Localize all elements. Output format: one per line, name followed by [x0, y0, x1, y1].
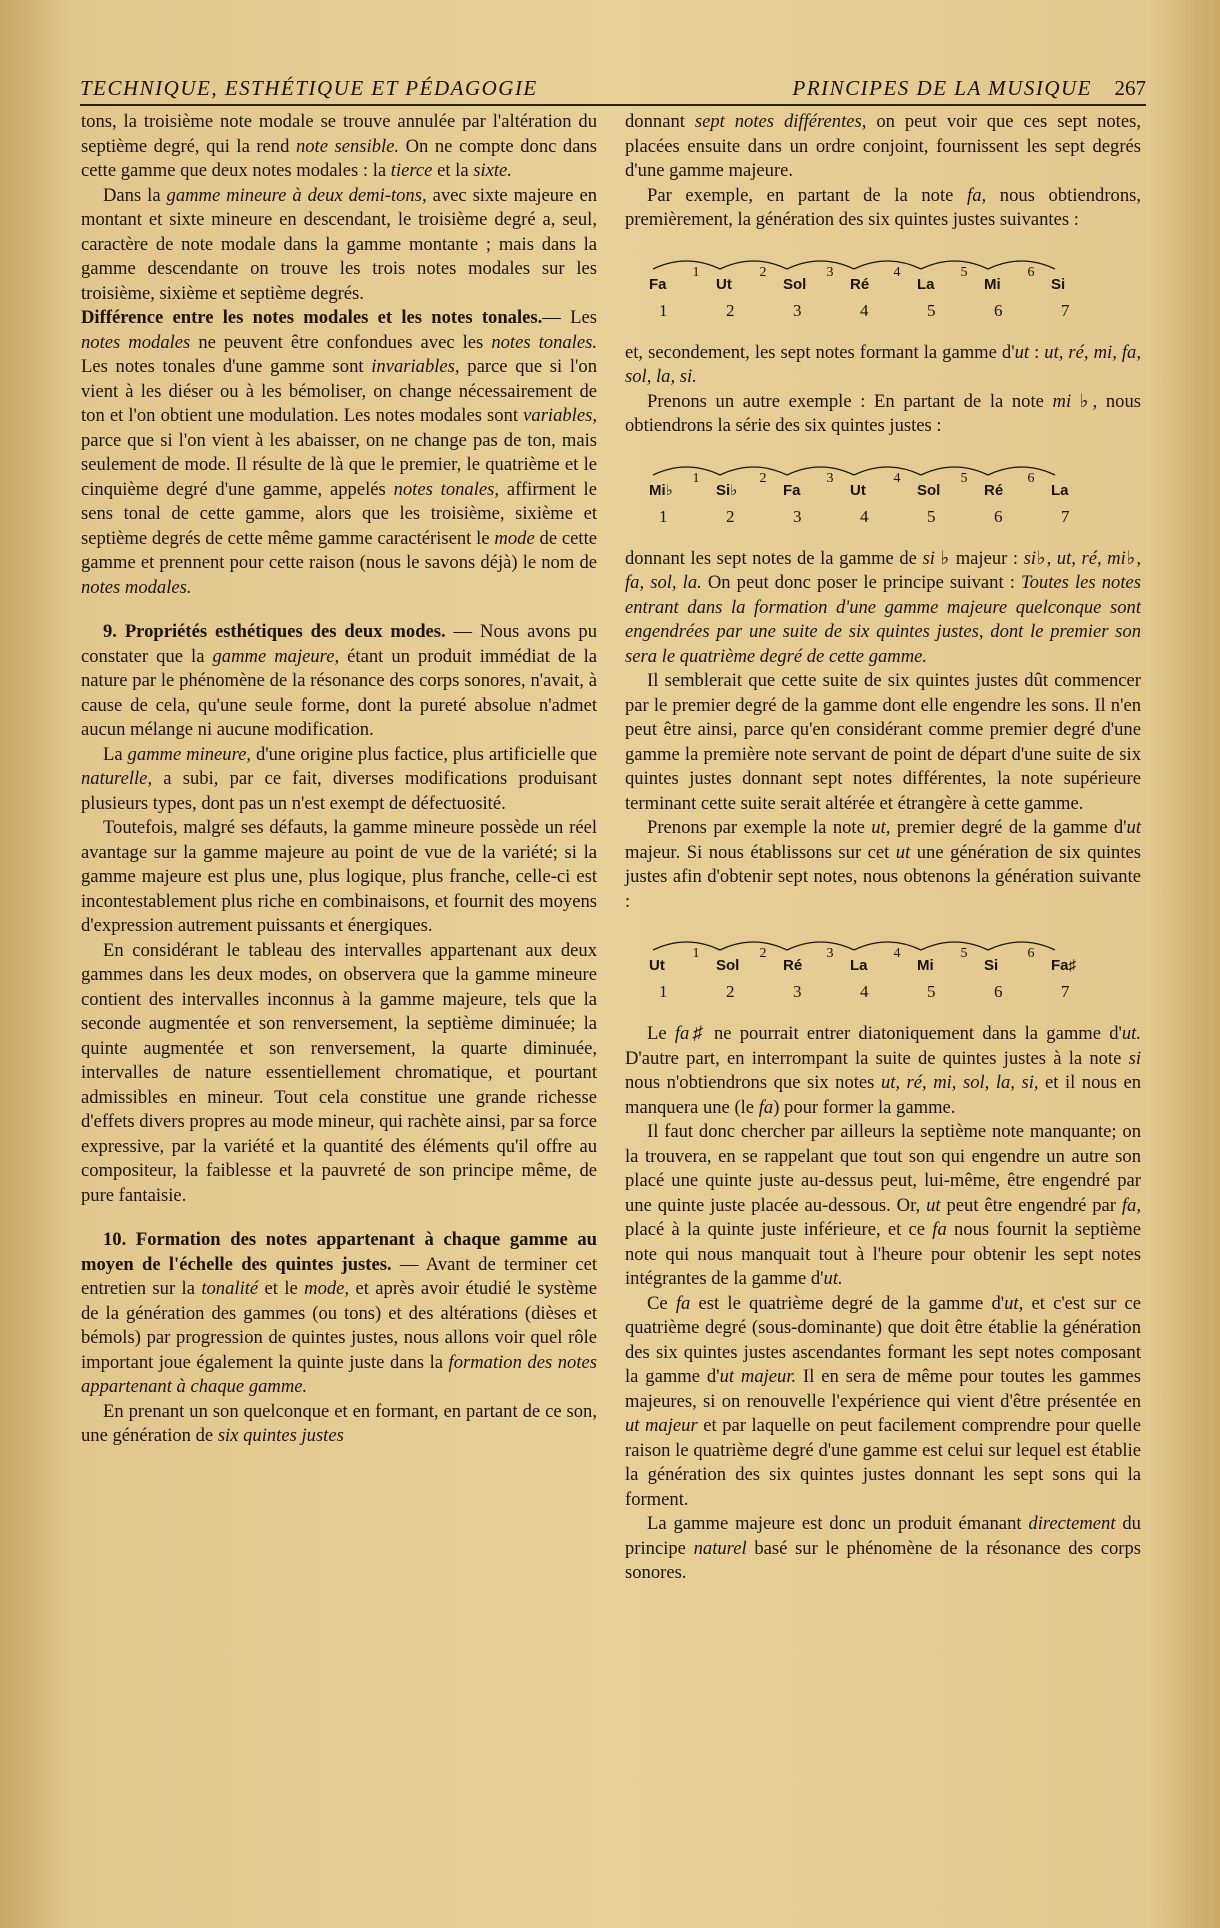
paragraph: tons, la troisième note modale se trouve annulée par l'altération du septième degré, qui la rend note sensible. On ne compte donc dans cette gamme que deux notes modales : la tierce et la sixte.: [81, 111, 597, 181]
scale-note: Ré: [984, 481, 1004, 499]
fifth-arc: [921, 261, 988, 269]
scale-note: Ré: [783, 957, 803, 974]
scale-note: Mi: [917, 957, 934, 974]
fifth-number: 4: [893, 264, 901, 280]
fifth-number: 6: [1027, 264, 1035, 280]
paragraph-modal-vs-tonal: Différence entre les notes modales et les notes tonales.— Les notes modales ne peuvent être confondues avec les notes tonales. Les notes tonales d'une gamme sont invariables, parce que si l'on vient à les diéser ou à les bémoliser, on change nécessairement de ton et l'on obtient une modulation. Les notes modales sont variables, parce que si l'on vient à les abaisser, on ne change pas de ton, mais seulement de mode. Il résulte de là que le premier, le quatrième et le cinquième degré d'une gamme, appelés notes tonales, affirment le sens tonal de cette gamme, alors que les troisième, sixième et septième degrés de cette même gamme caractérisent le mode de cette gamme et prennent pour cette raison (nous le savons déjà) le nom de notes modales.: [81, 307, 598, 598]
fifths-scale-ut: [625, 932, 1141, 1008]
paragraph: La gamme mineure, d'une origine plus factice, plus artificielle que naturelle, a subi, par ce fait, diverses modifications produisant plusieurs types, dont pas un n'est exempt de défectuosité.: [81, 743, 597, 814]
paragraph: Dans la gamme mineure à deux demi-tons, avec sixte majeure en montant et sixte mineure en descendant, le troisième degré a, seul, caractère de note modale dans la gamme montante ; mais dans la gamme descendante on trouve les trois notes modales sur les troisième, sixième et septième degrés.: [81, 184, 597, 304]
scale-note: Si♭: [716, 481, 738, 499]
scale-note: La: [917, 275, 935, 293]
scale-degree: 4: [860, 982, 869, 1001]
scale-degree: 6: [994, 300, 1003, 320]
scale-degree: 1: [659, 506, 668, 526]
paragraph: En prenant un son quelconque et en formant, en partant de ce son, une génération de six quintes justes: [81, 1400, 597, 1446]
paragraph: Prenons par exemple la note ut, premier degré de la gamme d'ut majeur. Si nous établissons sur cet ut une génération de six quintes justes afin d'obtenir sept notes, nous obtenons la génération suivante :: [625, 817, 1142, 912]
fifth-number: 6: [1027, 470, 1035, 486]
fifth-number: 5: [960, 470, 968, 486]
scale-degree: 7: [1061, 300, 1070, 320]
scale-degree: 3: [793, 982, 802, 1001]
fifth-number: 2: [759, 470, 767, 486]
fifth-arc: [921, 942, 988, 950]
fifth-number: 4: [893, 470, 901, 486]
fifth-arc: [854, 467, 921, 475]
fifth-number: 2: [759, 946, 767, 961]
scale-degree: 6: [994, 982, 1003, 1001]
paragraph: Ce fa est le quatrième degré de la gamme d'ut, et c'est sur ce quatrième degré (sous-dominante) que doit être établie la génération des six quintes justes ascendantes formant les sept notes composant la gamme d'ut majeur. Il en sera de même pour toutes les gammes majeures, si on renouvelle l'expérience qui vient d'être présentée en ut majeur et par laquelle on peut facilement comprendre pour quelle raison le quatrième degré d'une gamme est celui sur lequel est établie la génération des six quintes justes donnant les sept sons qui la forment.: [625, 1292, 1142, 1510]
fifth-arc: [653, 942, 720, 950]
scale-degree: 2: [726, 982, 735, 1001]
scale-degree: 5: [927, 300, 936, 320]
scale-note: Sol: [716, 957, 740, 974]
fifth-arc: [988, 467, 1055, 475]
scale-degree: 3: [793, 300, 802, 320]
fifth-arc: [787, 261, 854, 269]
scale-note: La: [850, 957, 868, 974]
scale-note: Si: [984, 957, 999, 974]
scale-degree: 2: [726, 300, 735, 320]
header-left-title: TECHNIQUE, ESTHÉTIQUE ET PÉDAGOGIE: [80, 76, 538, 100]
scale-degree: 5: [927, 982, 936, 1001]
scale-note: Mi: [984, 275, 1001, 293]
paragraph: Il semblerait que cette suite de six quintes justes dût commencer par le premier degré de la gamme dont elle engendre les sons. Il n'en peut être ainsi, parce qu'en considérant comme premier degré d'une gamme la première note servant de point de départ d'une suite de six quintes justes donnant sept notes différentes, la note supérieure terminant cette suite serait altérée et étrangère à cette gamme.: [625, 670, 1141, 814]
scale-degree: 1: [659, 982, 668, 1001]
paragraph: En considérant le tableau des intervalles appartenant aux deux gammes dans les deux modes, on observera que la gamme mineure contient des intervalles inconnus à la gamme majeure, tels que la seconde augmentée et son renversement, la septième diminuée; la quinte augmentée et son renversement, la quarte diminuée, intervalles de nature essentiellement chromatique, et pourtant admissibles en mineur. Tout cela constitue une grande richesse d'effets divers propres au mode mineur, qui rachète ainsi, par sa force expressive, par la variété et la quantité des éléments qu'il offre au compositeur, la faiblesse et la pauvreté de son principe même, de pure fantaisie.: [81, 939, 597, 1206]
left-column: [81, 110, 597, 1449]
scale-degree: 4: [860, 506, 869, 526]
scale-note: Ut: [649, 957, 665, 974]
scale-degree: 2: [726, 506, 735, 526]
fifth-number: 6: [1027, 946, 1035, 961]
fifth-number: 1: [692, 264, 700, 280]
scale-degree: 4: [860, 300, 869, 320]
scale-note: Sol: [783, 275, 807, 293]
paragraph: Par exemple, en partant de la note fa, nous obtiendrons, premièrement, la génération des six quintes justes suivantes :: [625, 184, 1141, 230]
paragraph: Toutefois, malgré ses défauts, la gamme mineure possède un réel avantage sur la gamme majeure au point de vue de la variété; si la gamme majeure est plus une, plus logique, plus franche, celle-ci est incontestablement plus riche en combinaisons, et fournit des moyens d'expression autrement puissants et énergiques.: [81, 817, 597, 936]
scale-degree: 5: [927, 506, 936, 526]
fifth-arc: [988, 261, 1055, 269]
paragraph: donnant les sept notes de la gamme de si ♭ majeur : si♭, ut, ré, mi♭, fa, sol, la. On peut donc poser le principe suivant : Toutes les notes entrant dans la formation d'une gamme majeure quelconque sont engendrées par une suite de six quintes justes, dont le premier son sera le quatrième degré de cette gamme.: [625, 547, 1142, 667]
fifth-number: 5: [960, 946, 968, 961]
running-header: [80, 74, 1146, 106]
scale-degree: 7: [1061, 506, 1070, 526]
fifth-arc: [787, 942, 854, 950]
scale-note: La: [1051, 481, 1069, 499]
fifth-number: 4: [893, 946, 901, 961]
section-10-paragraph: 10. Formation des notes appartenant à chaque gamme au moyen de l'échelle des quintes justes. — Avant de terminer cet entretien sur la tonalité et le mode, et après avoir étudié le système de la génération des gammes (ou tons) et des altérations (dièses et bémols) par progression de quintes justes, nous allons voir quel rôle important joue également la quinte juste dans la formation des notes appartenant à chaque gamme.: [81, 1229, 597, 1397]
fifth-arc: [720, 467, 787, 475]
fifth-arc: [653, 467, 720, 475]
fifth-arc: [653, 261, 720, 269]
fifth-arc: [921, 467, 988, 475]
paragraph: Prenons un autre exemple : En partant de la note mi ♭, nous obtiendrons la série des six quintes justes :: [625, 390, 1141, 436]
scale-degree: 6: [994, 506, 1003, 526]
right-column: [625, 110, 1141, 1586]
scale-note: Ut: [850, 481, 866, 499]
fifth-arc: [720, 261, 787, 269]
scale-degree: 7: [1061, 982, 1070, 1001]
fifth-arc: [854, 942, 921, 950]
fifth-number: 3: [826, 946, 834, 961]
fifth-number: 3: [826, 264, 834, 280]
fifth-arc: [787, 467, 854, 475]
scale-note: Ut: [716, 275, 732, 293]
fifth-number: 3: [826, 470, 834, 486]
scale-degree: 3: [793, 506, 802, 526]
scale-note: Si: [1051, 275, 1066, 293]
fifth-number: 1: [692, 946, 700, 961]
scale-note: Ré: [850, 275, 870, 293]
scale-note: Fa: [649, 275, 667, 293]
paragraph: La gamme majeure est donc un produit émanant directement du principe naturel basé sur le phénomène de la résonance des corps sonores.: [625, 1513, 1141, 1583]
fifths-scale-fa: [625, 251, 1141, 327]
section-9-paragraph: 9. Propriétés esthétiques des deux modes. — Nous avons pu constater que la gamme majeure, étant un produit immédiat de la nature par le phénomène de la résonance des corps sonores, n'avait, à cause de cela, qu'une seule forme, dont la pureté absolue n'admet aucun mélange ni aucune modification.: [81, 621, 597, 740]
scale-note: Fa: [783, 481, 801, 499]
fifth-arc: [854, 261, 921, 269]
fifth-number: 2: [759, 264, 767, 280]
header-right-title: PRINCIPES DE LA MUSIQUE: [792, 76, 1092, 100]
fifth-number: 5: [960, 264, 968, 280]
page-number: 267: [1114, 76, 1146, 100]
paragraph: Le fa♯ ne pourrait entrer diatoniquement dans la gamme d'ut. D'autre part, en interrompant la suite de quintes justes à la note si nous n'obtiendrons que six notes ut, ré, mi, sol, la, si, et il nous en manquera une (le fa) pour former la gamme.: [625, 1023, 1141, 1118]
fifth-arc: [988, 942, 1055, 950]
paragraph: donnant sept notes différentes, on peut voir que ces sept notes, placées ensuite dans un ordre conjoint, fournissent les sept degrés d'une gamme majeure.: [625, 111, 1141, 181]
paragraph: et, secondement, les sept notes formant la gamme d'ut : ut, ré, mi, fa, sol, la, si.: [625, 341, 1141, 387]
scale-note: Sol: [917, 481, 941, 499]
fifth-number: 1: [692, 470, 700, 486]
scale-note: Mi♭: [649, 481, 673, 499]
scale-note: Fa♯: [1051, 957, 1077, 974]
fifth-arc: [720, 942, 787, 950]
paragraph: Il faut donc chercher par ailleurs la septième note manquante; on la trouvera, en se rappelant que tout son qui engendre un autre son placé une quinte juste au-dessus peut, lui-même, être engendré par une quinte juste placée au-dessous. Or, ut peut être engendré par fa, placé à la quinte juste inférieure, et ce fa nous fournit la septième note qui nous manquait tout à l'heure pour obtenir les sept notes intégrantes de la gamme d'ut.: [625, 1121, 1142, 1289]
fifths-scale-mi-flat: [625, 457, 1141, 533]
scale-degree: 1: [659, 300, 668, 320]
